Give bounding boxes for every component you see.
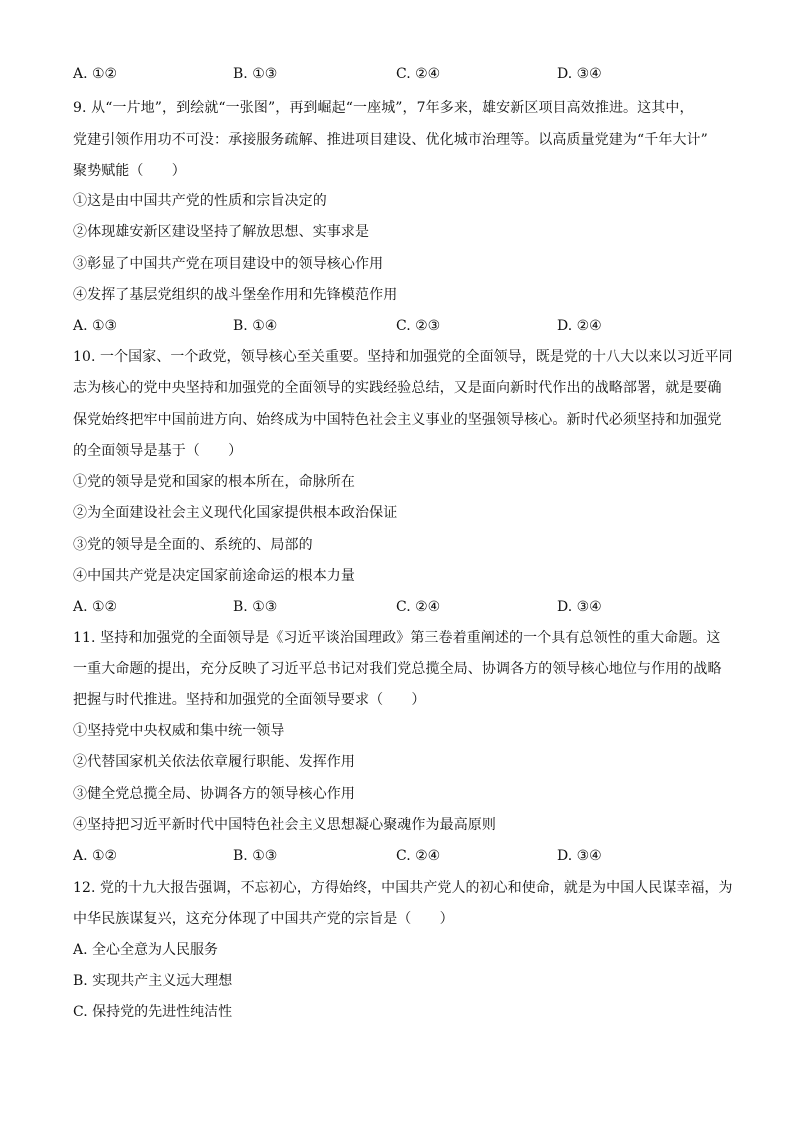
q11-option-b[interactable]: B. ①③ bbox=[233, 848, 278, 864]
q9-option-d[interactable]: D. ②④ bbox=[557, 318, 602, 334]
q9-statement: ④发挥了基层党组织的战斗堡垒作用和先锋模范作用 bbox=[73, 287, 398, 303]
q12-option-b[interactable]: B. 实现共产主义远大理想 bbox=[73, 973, 233, 989]
q9-statement: ①这是由中国共产党的性质和宗旨决定的 bbox=[73, 193, 327, 209]
q9-option-b[interactable]: B. ①④ bbox=[233, 318, 278, 334]
q12-option-c[interactable]: C. 保持党的先进性纯洁性 bbox=[73, 1004, 233, 1020]
q11-stem-line: 11. 坚持和加强党的全面领导是《习近平谈治国理政》第三卷着重阐述的一个具有总领性的重大命题。这 bbox=[73, 630, 721, 646]
q11-stem-line: 一重大命题的提出，充分反映了习近平总书记对我们党总揽全局、协调各方的领导核心地位与作用的战略 bbox=[73, 661, 722, 677]
q10-statement: ②为全面建设社会主义现代化国家提供根本政治保证 bbox=[73, 505, 398, 521]
q12-stem-line: 12. 党的十九大报告强调，不忘初心，方得始终，中国共产党人的初心和使命，就是为中国人民谋幸福，为 bbox=[73, 880, 733, 896]
q9-statement: ③彰显了中国共产党在项目建设中的领导核心作用 bbox=[73, 256, 384, 272]
q11-statement: ③健全党总揽全局、协调各方的领导核心作用 bbox=[73, 786, 355, 802]
q8-option-d[interactable]: D. ③④ bbox=[557, 66, 602, 82]
q11-statement: ①坚持党中央权威和集中统一领导 bbox=[73, 723, 285, 739]
q10-option-a[interactable]: A. ①② bbox=[73, 599, 118, 615]
q9-stem-line: 聚势赋能（ ） bbox=[73, 163, 186, 179]
q12-option-a[interactable]: A. 全心全意为人民服务 bbox=[73, 942, 219, 958]
q10-statement: ③党的领导是全面的、系统的、局部的 bbox=[73, 537, 313, 553]
q11-statement: ②代替国家机关依法依章履行职能、发挥作用 bbox=[73, 754, 355, 770]
q10-statement: ①党的领导是党和国家的根本所在，命脉所在 bbox=[73, 474, 355, 490]
q10-stem-line: 志为核心的党中央坚持和加强党的全面领导的实践经验总结，又是面向新时代作出的战略部署，就是要确 bbox=[73, 380, 722, 396]
q8-option-a[interactable]: A. ①② bbox=[73, 66, 118, 82]
q9-statement: ②体现雄安新区建设坚持了解放思想、实事求是 bbox=[73, 224, 370, 240]
q8-option-b[interactable]: B. ①③ bbox=[233, 66, 278, 82]
q10-option-d[interactable]: D. ③④ bbox=[557, 599, 602, 615]
q9-stem-line: 党建引领作用功不可没：承接服务疏解、推进项目建设、优化城市治理等。以高质量党建为“千年大计” bbox=[73, 132, 708, 148]
q10-option-b[interactable]: B. ①③ bbox=[233, 599, 278, 615]
q11-statement: ④坚持把习近平新时代中国特色社会主义思想凝心聚魂作为最高原则 bbox=[73, 817, 496, 833]
q11-option-a[interactable]: A. ①② bbox=[73, 848, 118, 864]
q10-stem-line: 的全面领导是基于（ ） bbox=[73, 443, 243, 459]
q11-option-d[interactable]: D. ③④ bbox=[557, 848, 602, 864]
q11-stem-line: 把握与时代推进。坚持和加强党的全面领导要求（ ） bbox=[73, 692, 426, 708]
q10-statement: ④中国共产党是决定国家前途命运的根本力量 bbox=[73, 568, 355, 584]
q12-stem-line: 中华民族谋复兴，这充分体现了中国共产党的宗旨是（ ） bbox=[73, 911, 454, 927]
q8-option-c[interactable]: C. ②④ bbox=[396, 66, 441, 82]
q9-option-a[interactable]: A. ①③ bbox=[73, 318, 118, 334]
q10-stem-line: 10. 一个国家、一个政党，领导核心至关重要。坚持和加强党的全面领导，既是党的十八大以来以习近平同 bbox=[73, 349, 733, 365]
q9-option-c[interactable]: C. ②③ bbox=[396, 318, 441, 334]
q10-option-c[interactable]: C. ②④ bbox=[396, 599, 441, 615]
q11-option-c[interactable]: C. ②④ bbox=[396, 848, 441, 864]
q9-stem-line: 9. 从“一片地”，到绘就“一张图”，再到崛起“一座城”，7年多来，雄安新区项目高效推进。这其中， bbox=[73, 100, 694, 116]
q10-stem-line: 保党始终把牢中国前进方向、始终成为中国特色社会主义事业的坚强领导核心。新时代必须坚持和加强党 bbox=[73, 412, 722, 428]
